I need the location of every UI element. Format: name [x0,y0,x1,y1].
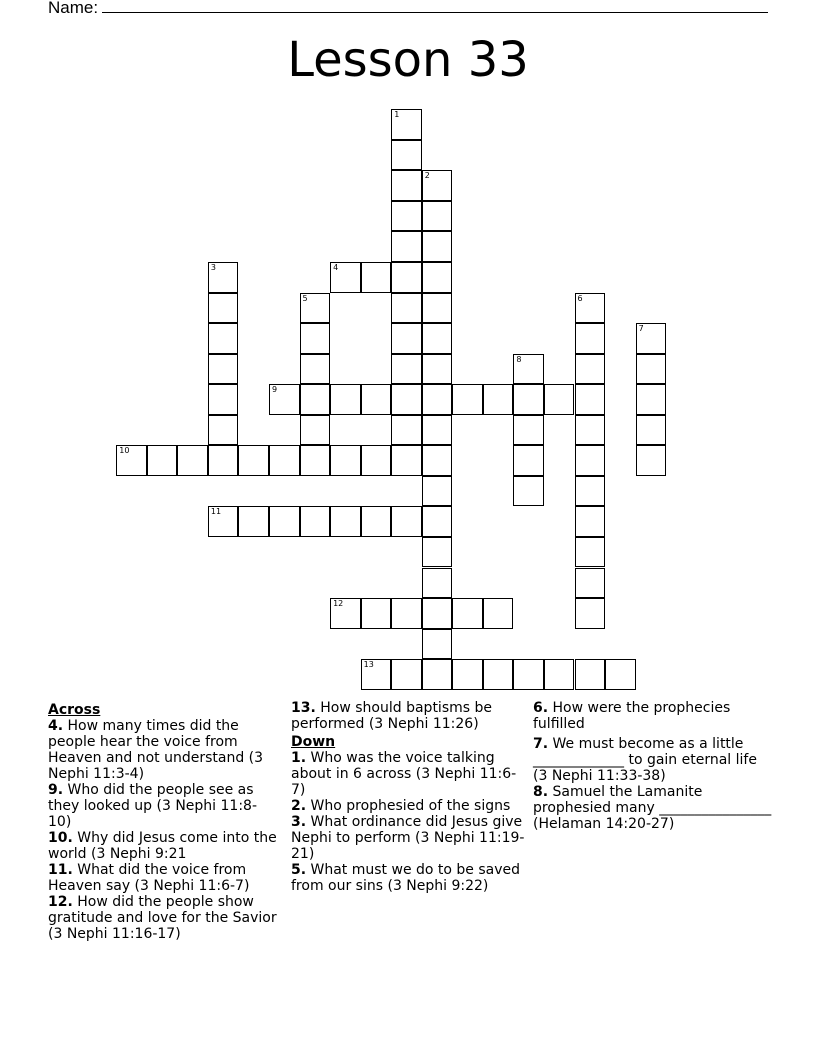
across-heading: Across [48,702,101,718]
grid-cell[interactable] [544,659,575,690]
grid-cell[interactable] [269,506,300,537]
grid-cell[interactable] [422,323,453,354]
clue-number: 8. [533,784,549,800]
clue-number: 2. [291,798,307,814]
clue-text: How were the prophecies fulfilled [533,700,731,732]
grid-cell[interactable] [391,659,422,690]
clue-down-6 [533,700,773,732]
clue-text: What ordinance did Jesus give Nephi to perform (3 Nephi 11:19-21) [291,814,525,862]
name-label: Name: [48,0,99,17]
grid-cell[interactable] [238,506,269,537]
grid-cell[interactable] [300,293,331,324]
clues-column-1 [48,700,278,942]
grid-cell[interactable] [422,293,453,324]
grid-cell[interactable] [636,323,667,354]
grid-cell[interactable] [391,598,422,629]
grid-cell[interactable] [391,109,422,140]
grid-cell[interactable] [422,201,453,232]
grid-cell[interactable] [513,445,544,476]
clue-number: 9. [48,782,64,798]
grid-cell[interactable] [361,598,392,629]
grid-cell[interactable] [361,506,392,537]
clue-number-label: 11 [210,507,222,517]
grid-cell[interactable] [422,415,453,446]
clue-text: Why did Jesus come into the world (3 Nephi 9:21 [48,830,277,862]
grid-cell[interactable] [300,445,331,476]
grid-cell[interactable] [452,384,483,415]
grid-cell[interactable] [513,384,544,415]
grid-cell[interactable] [422,384,453,415]
clue-text: How did the people show gratitude and love for the Savior (3 Nephi 11:16-17) [48,894,277,942]
grid-cell[interactable] [575,568,606,599]
grid-cell[interactable] [238,445,269,476]
grid-cell[interactable] [300,506,331,537]
down-heading: Down [291,734,336,750]
grid-cell[interactable] [330,445,361,476]
grid-cell[interactable] [483,384,514,415]
grid-cell[interactable] [422,354,453,385]
grid-cell[interactable] [300,354,331,385]
grid-cell[interactable] [513,415,544,446]
grid-cell[interactable] [391,293,422,324]
clue-number: 7. [533,736,549,752]
grid-cell[interactable] [300,384,331,415]
clue-text: What must we do to be saved from our sins (3 Nephi 9:22) [291,862,521,894]
grid-cell[interactable] [391,201,422,232]
grid-cell[interactable] [269,384,300,415]
grid-cell[interactable] [422,568,453,599]
grid-cell[interactable] [452,598,483,629]
grid-cell[interactable] [422,659,453,690]
clue-number: 5. [291,862,307,878]
clue-number-label: 5 [302,293,308,303]
grid-cell[interactable] [208,262,239,293]
grid-cell[interactable] [575,293,606,324]
clue-number-label: 9 [272,385,278,395]
clue-across-11 [48,862,278,894]
clue-number-label: 10 [119,446,130,456]
clue-down-7 [533,736,773,784]
grid-cell[interactable] [422,170,453,201]
clue-number-label: 4 [333,263,339,272]
grid-cell[interactable] [422,598,453,629]
grid-cell[interactable] [330,506,361,537]
grid-cell[interactable] [636,354,667,385]
grid-cell[interactable] [208,415,239,446]
clue-across-13 [291,700,526,732]
grid-cell[interactable] [361,659,392,690]
clue-number: 12. [48,894,73,910]
clues-column-3 [533,700,773,832]
grid-cell[interactable] [208,354,239,385]
grid-cell[interactable] [391,323,422,354]
grid-cell[interactable] [575,537,606,568]
clue-number-label: 12 [333,599,344,609]
grid-cell[interactable] [575,598,606,629]
grid-cell[interactable] [605,659,636,690]
clue-text: How many times did the people hear the voice from Heaven and not understand (3 Nephi 11:3-4) [48,718,264,782]
clue-number: 3. [291,814,307,830]
clue-number-label: 6 [577,293,583,303]
clue-across-9 [48,782,278,830]
grid-cell[interactable] [575,506,606,537]
grid-cell[interactable] [422,476,453,507]
grid-cell[interactable] [208,293,239,324]
clue-down-1 [291,750,526,798]
grid-cell[interactable] [208,323,239,354]
clue-number: 10. [48,830,73,846]
grid-cell[interactable] [361,262,392,293]
grid-cell[interactable] [330,384,361,415]
grid-cell[interactable] [391,231,422,262]
clue-text: We must become as a little _____________ to gain eternal life (3 Nephi 11:33-38) [533,736,757,784]
name-blank-line[interactable] [102,0,768,13]
grid-cell[interactable] [575,323,606,354]
grid-cell[interactable] [575,659,606,690]
grid-cell[interactable] [300,415,331,446]
grid-cell[interactable] [269,445,300,476]
grid-cell[interactable] [116,445,147,476]
grid-cell[interactable] [636,384,667,415]
clue-text: Who did the people see as they looked up (3 Nephi 11:8-10) [48,782,257,830]
clue-number: 4. [48,718,64,734]
grid-cell[interactable] [636,415,667,446]
clue-number-label: 8 [516,354,522,364]
clue-text: Who was the voice talking about in 6 across (3 Nephi 11:6-7) [291,750,517,798]
grid-cell[interactable] [300,323,331,354]
clue-number-label: 1 [394,110,400,120]
grid-cell[interactable] [330,598,361,629]
grid-cell[interactable] [422,231,453,262]
clue-number: 1. [291,750,307,766]
grid-cell[interactable] [391,170,422,201]
grid-cell[interactable] [330,262,361,293]
grid-cell[interactable] [208,445,239,476]
clue-number-label: 3 [210,263,216,272]
grid-cell[interactable] [483,598,514,629]
clue-text: What did the voice from Heaven say (3 Nephi 11:6-7) [48,862,250,894]
clue-text: Samuel the Lamanite prophesied many ________________ (Helaman 14:20-27) [533,784,772,832]
grid-cell[interactable] [483,659,514,690]
grid-cell[interactable] [513,476,544,507]
clue-number: 13. [291,700,316,716]
clue-down-8 [533,784,773,832]
clue-number: 11. [48,862,73,878]
clue-text: How should baptisms be performed (3 Nephi 11:26) [291,700,492,732]
grid-cell[interactable] [452,659,483,690]
grid-cell[interactable] [391,506,422,537]
grid-cell[interactable] [575,354,606,385]
clue-down-5 [291,862,526,894]
grid-cell[interactable] [391,415,422,446]
grid-cell[interactable] [575,415,606,446]
name-field[interactable] [48,0,768,18]
grid-cell[interactable] [391,354,422,385]
clue-number-label: 7 [638,324,644,334]
clue-across-4 [48,718,278,782]
crossword-grid [117,110,717,710]
grid-cell[interactable] [391,262,422,293]
grid-cell[interactable] [391,140,422,171]
grid-cell[interactable] [391,384,422,415]
grid-cell[interactable] [636,445,667,476]
clue-number: 6. [533,700,549,716]
grid-cell[interactable] [147,445,178,476]
grid-cell[interactable] [575,445,606,476]
grid-cell[interactable] [361,445,392,476]
grid-cell[interactable] [208,384,239,415]
grid-cell[interactable] [422,262,453,293]
grid-cell[interactable] [422,445,453,476]
grid-cell[interactable] [422,629,453,660]
grid-cell[interactable] [422,506,453,537]
grid-cell[interactable] [513,659,544,690]
clue-down-2 [291,798,526,814]
page-title: Lesson 33 [287,32,529,88]
grid-cell[interactable] [208,506,239,537]
clues-column-2 [291,700,526,894]
grid-cell[interactable] [422,537,453,568]
clue-across-12 [48,894,278,942]
grid-cell[interactable] [575,384,606,415]
grid-cell[interactable] [361,384,392,415]
clue-text: Who prophesied of the signs [306,798,511,814]
clue-number-label: 2 [424,171,430,181]
grid-cell[interactable] [544,384,575,415]
clue-number-label: 13 [363,660,374,670]
clue-down-3 [291,814,526,862]
grid-cell[interactable] [513,354,544,385]
grid-cell[interactable] [391,445,422,476]
grid-cell[interactable] [575,476,606,507]
clue-across-10 [48,830,278,862]
grid-cell[interactable] [177,445,208,476]
